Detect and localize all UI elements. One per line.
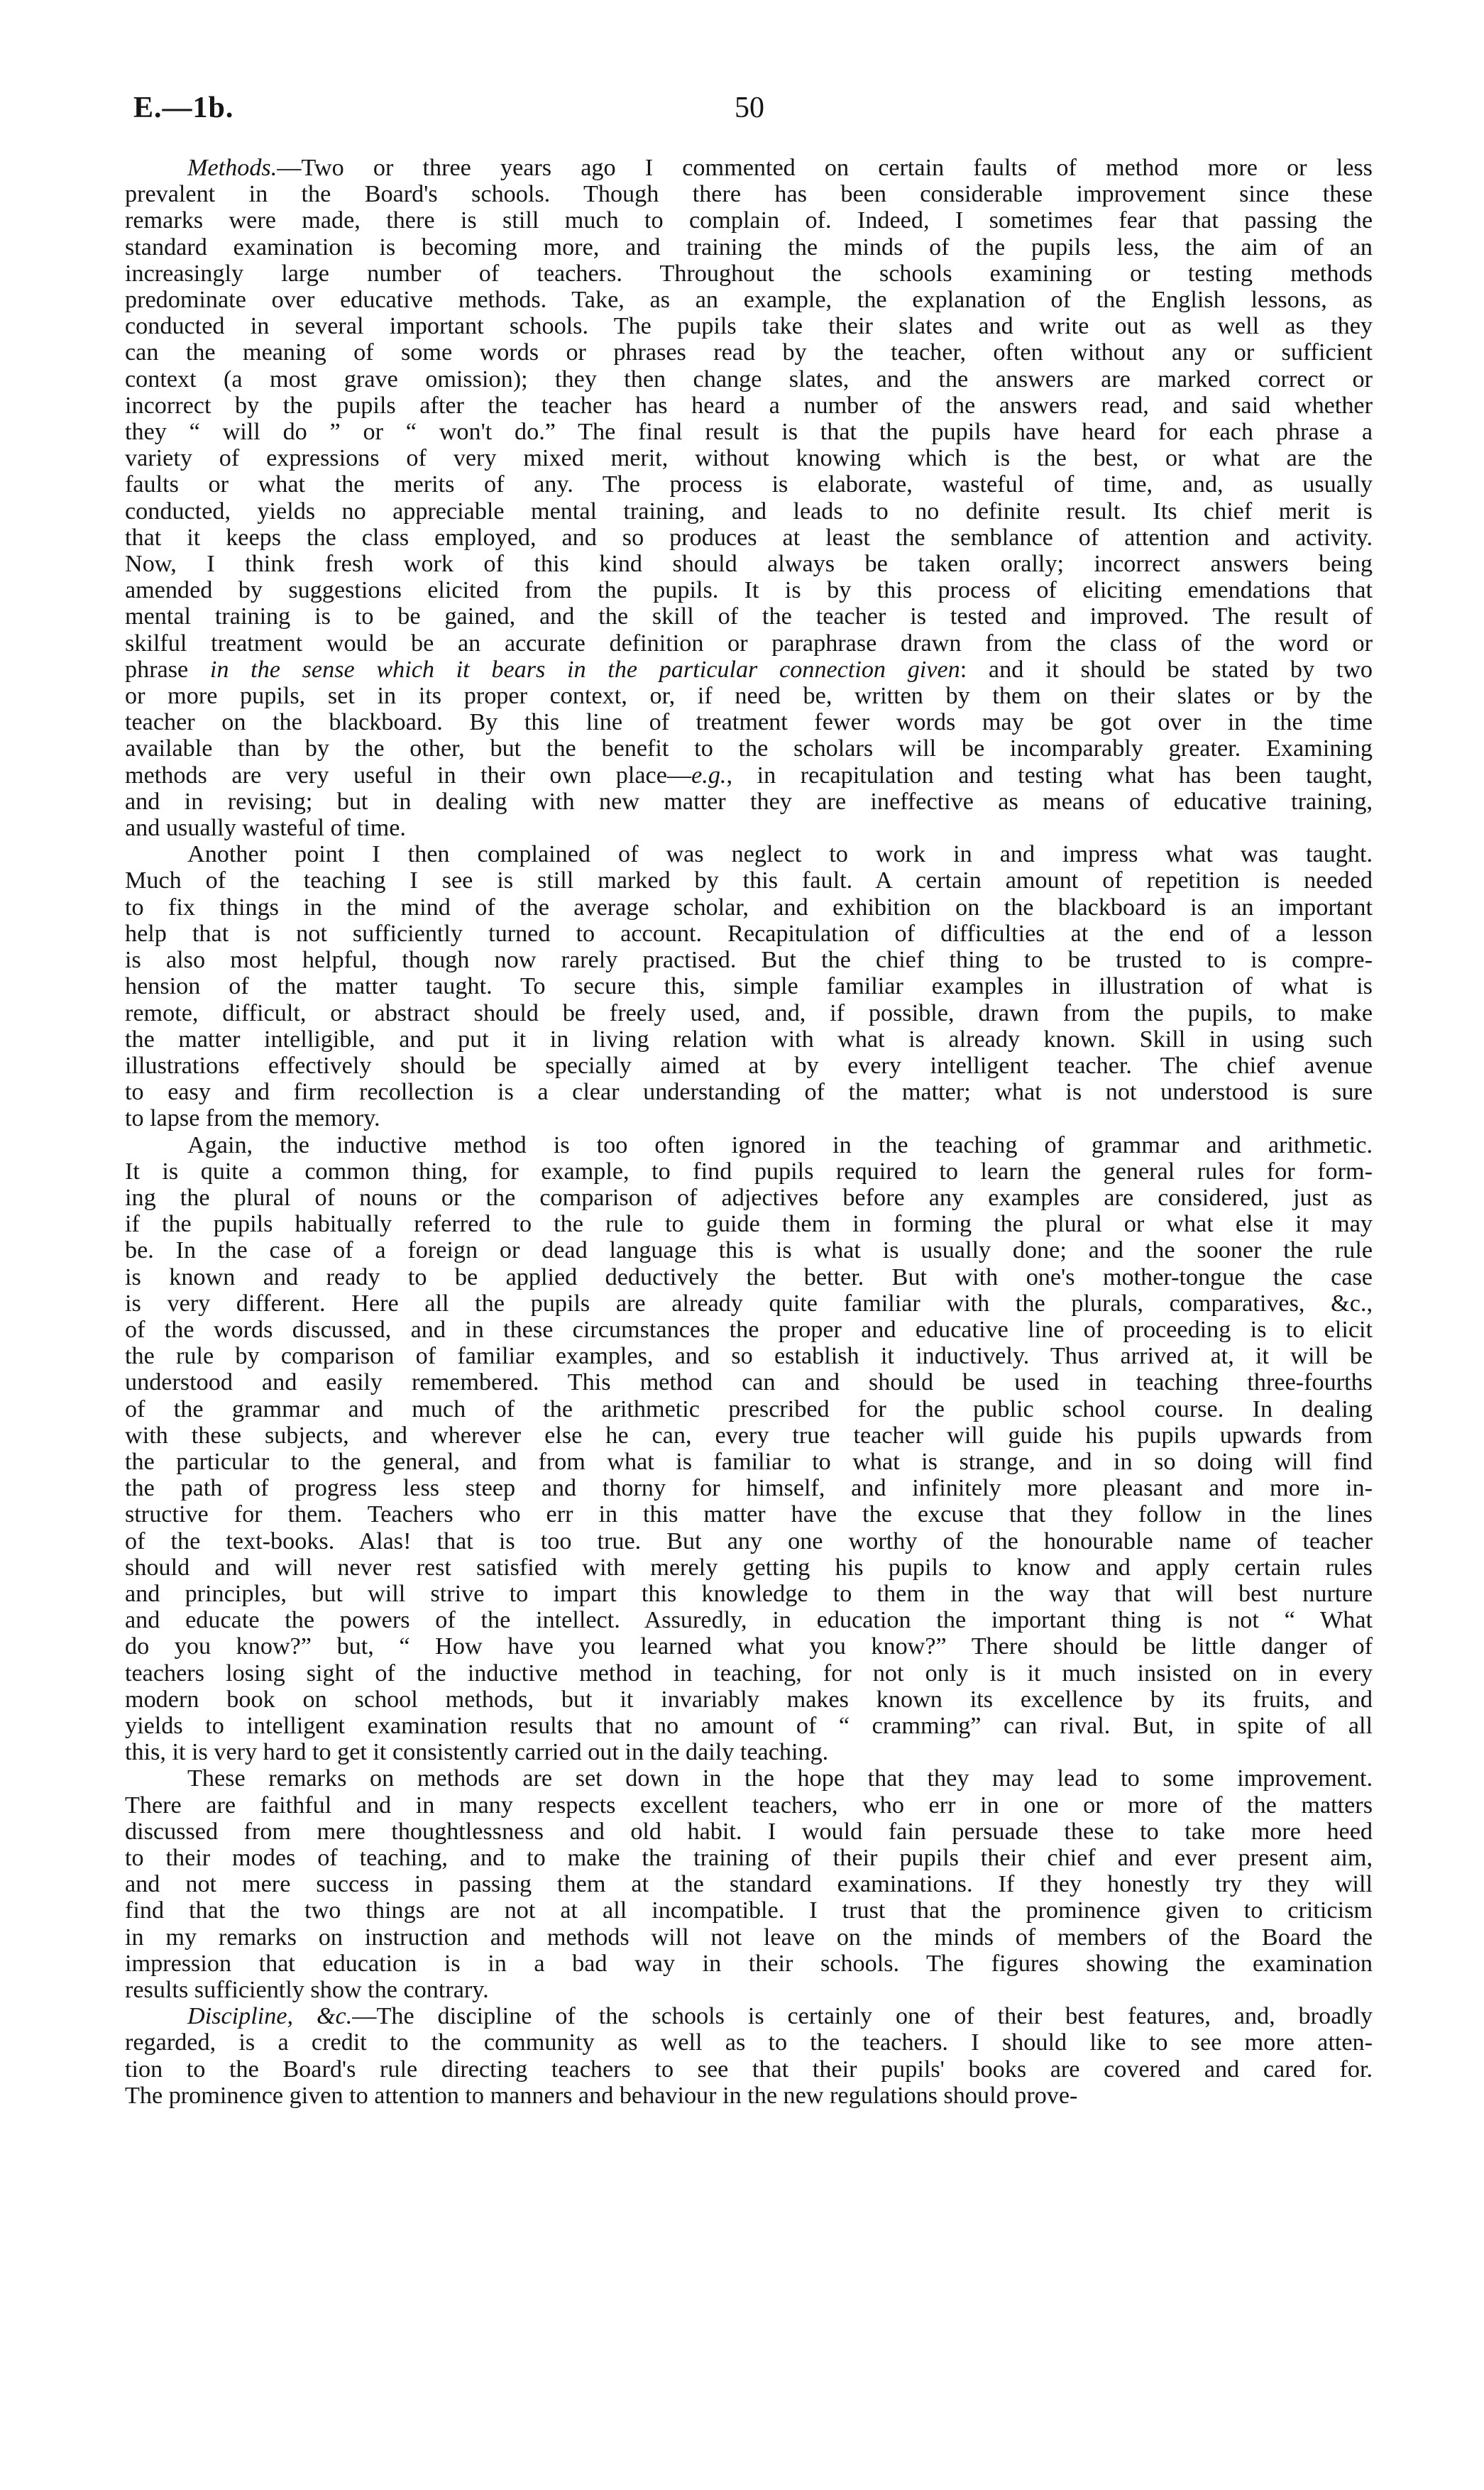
text-line <box>125 921 1373 947</box>
text-line <box>125 1633 1373 1660</box>
text-line <box>125 1924 1373 1951</box>
text-segment: results sufficiently show the contrary. <box>125 1977 489 2004</box>
text-segment: to fix things in the mind of the average scholar, and exhibition on the blackboard is an important <box>125 894 1373 921</box>
text-line <box>125 551 1373 577</box>
text-line <box>125 1475 1373 1501</box>
text-line <box>125 445 1373 471</box>
text-line <box>125 393 1373 419</box>
body-text <box>125 155 1373 2109</box>
text-segment: or more pupils, set in its proper context, or, if need be, written by them on their slates or by the <box>125 683 1373 710</box>
text-line <box>125 1026 1373 1053</box>
text-line <box>125 1765 1373 1792</box>
page-number: 50 <box>735 92 764 124</box>
text-segment: Another point I then complained of was neglect to work in and impress what was taught. <box>187 841 1373 868</box>
text-line <box>125 1660 1373 1686</box>
text-segment: modern book on school methods, but it invariably makes known its excellence by its fruits, and <box>125 1686 1373 1713</box>
text-segment: hension of the matter taught. To secure this, simple familiar examples in illustration of what is <box>125 973 1373 1000</box>
text-line <box>125 1290 1373 1317</box>
text-segment: amended by suggestions elicited from the pupils. It is by this process of eliciting emendations that <box>125 577 1373 604</box>
text-line <box>125 1581 1373 1607</box>
text-line <box>125 577 1373 603</box>
text-line <box>125 234 1373 260</box>
text-line <box>125 366 1373 393</box>
text-segment: conducted, yields no appreciable mental training, and leads to no definite result. Its chief merit is <box>125 498 1373 525</box>
text-segment: —The discipline of the schools is certainly one of their best features, and, broadly <box>352 2003 1373 2030</box>
text-line <box>125 1951 1373 1977</box>
text-segment: predominate over educative methods. Take, as an example, the explanation of the English lessons, as <box>125 287 1373 314</box>
text-segment: ing the plural of nouns or the comparison of adjectives before any examples are considered, just as <box>125 1184 1373 1211</box>
text-line <box>125 1132 1373 1158</box>
text-line <box>125 1449 1373 1475</box>
text-segment: There are faithful and in many respects excellent teachers, who err in one or more of the matters <box>125 1792 1373 1819</box>
text-segment: remote, difficult, or abstract should be freely used, and, if possible, drawn from the pupils, to make <box>125 999 1373 1026</box>
text-segment: These remarks on methods are set down in the hope that they may lead to some improvement. <box>187 1765 1373 1792</box>
text-line <box>125 630 1373 657</box>
text-segment: teacher on the blackboard. By this line of treatment fewer words may be got over in the time <box>125 709 1373 736</box>
text-line <box>125 339 1373 366</box>
text-segment: incorrect by the pupils after the teacher has heard a number of the answers read, and said whether <box>125 392 1373 419</box>
text-line <box>125 1369 1373 1395</box>
text-segment: discussed from mere thoughtlessness and old habit. I would fain persuade these to take more heed <box>125 1818 1373 1845</box>
text-line <box>125 815 1373 841</box>
italic-text: in the sense which it bears in the particular connection given <box>209 656 960 683</box>
text-segment: and in revising; but in dealing with new matter they are ineffective as means of educative training, <box>125 788 1373 815</box>
text-line <box>125 1528 1373 1554</box>
text-line <box>125 260 1373 287</box>
text-segment: they “ will do ” or “ won't do.” The final result is that the pupils have heard for each phrase a <box>125 419 1373 446</box>
text-line <box>125 1211 1373 1237</box>
text-line <box>125 2083 1373 2109</box>
text-line <box>125 1819 1373 1845</box>
text-segment: Much of the teaching I see is still marked by this fault. A certain amount of repetition is needed <box>125 867 1373 894</box>
text-segment: and usually wasteful of time. <box>125 815 406 842</box>
text-segment: illustrations effectively should be specially aimed at by every intelligent teacher. The chief avenue <box>125 1052 1373 1079</box>
text-segment: mental training is to be gained, and the skill of the teacher is tested and improved. The result of <box>125 603 1373 630</box>
text-line <box>125 841 1373 867</box>
text-segment: to easy and firm recollection is a clear understanding of the matter; what is not understood is sure <box>125 1079 1373 1106</box>
text-segment: the rule by comparison of familiar examples, and so establish it inductively. Thus arrived at, it will be <box>125 1343 1373 1370</box>
text-line <box>125 1317 1373 1343</box>
text-segment: do you know?” but, “ How have you learned what you know?” There should be little danger of <box>125 1633 1373 1660</box>
text-segment: of the words discussed, and in these circumstances the proper and educative line of proceeding is to elicit <box>125 1316 1373 1343</box>
text-segment: help that is not sufficiently turned to account. Recapitulation of difficulties at the end of a lesson <box>125 920 1373 947</box>
text-segment: the path of progress less steep and thorny for himself, and infinitely more pleasant and more in- <box>125 1475 1373 1502</box>
text-segment: of the grammar and much of the arithmetic prescribed for the public school course. In dealing <box>125 1395 1373 1422</box>
italic-text: e.g. <box>691 762 727 789</box>
text-line <box>125 894 1373 921</box>
text-segment: conducted in several important schools. The pupils take their slates and write out as well as they <box>125 313 1373 340</box>
text-segment: methods are very useful in their own place— <box>125 762 692 789</box>
text-line <box>125 1237 1373 1263</box>
text-segment: tion to the Board's rule directing teachers to see that their pupils' books are covered and cared for. <box>125 2056 1373 2083</box>
text-segment: can the meaning of some words or phrases read by the teacher, often without any or sufficient <box>125 339 1373 366</box>
text-line <box>125 973 1373 999</box>
text-line <box>125 1422 1373 1449</box>
text-segment: to their modes of teaching, and to make the training of their pupils their chief and ever present aim, <box>125 1845 1373 1871</box>
text-line <box>125 1053 1373 1079</box>
section-heading: Discipline, &c. <box>187 2003 353 2030</box>
text-segment: : and it should be stated by two <box>960 656 1373 683</box>
text-segment: should and will never rest satisfied with merely getting his pupils to know and apply certain rules <box>125 1554 1373 1581</box>
text-line <box>125 789 1373 815</box>
text-line <box>125 207 1373 234</box>
text-line <box>125 471 1373 498</box>
text-segment: skilful treatment would be an accurate definition or paraphrase drawn from the class of the word or <box>125 630 1373 657</box>
text-line <box>125 603 1373 630</box>
text-segment: Again, the inductive method is too often ignored in the teaching of grammar and arithmetic. <box>187 1131 1373 1158</box>
text-segment: It is quite a common thing, for example, to find pupils required to learn the general rules for form- <box>125 1158 1373 1185</box>
text-line <box>125 1607 1373 1633</box>
text-segment: of the text-books. Alas! that is too true. But any one worthy of the honourable name of teacher <box>125 1528 1373 1554</box>
text-segment: faults or what the merits of any. The process is elaborate, wasteful of time, and, as usually <box>125 471 1373 498</box>
text-segment: find that the two things are not at all incompatible. I trust that the prominence given to criticism <box>125 1897 1373 1924</box>
text-line <box>125 419 1373 445</box>
text-segment: the particular to the general, and from what is familiar to what is strange, and in so doing will find <box>125 1448 1373 1475</box>
text-line <box>125 657 1373 683</box>
text-line <box>125 1105 1373 1131</box>
text-line <box>125 867 1373 894</box>
text-segment: standard examination is becoming more, and training the minds of the pupils less, the aim of an <box>125 234 1373 260</box>
document-reference: E.—1b. <box>133 92 234 124</box>
text-segment: teachers losing sight of the inductive method in teaching, for not only is it much insisted on in every <box>125 1660 1373 1686</box>
text-line <box>125 1396 1373 1422</box>
paragraph <box>125 2003 1373 2109</box>
text-segment: phrase <box>125 656 210 683</box>
text-line <box>125 1845 1373 1871</box>
text-segment: context (a most grave omission); they then change slates, and the answers are marked correct or <box>125 366 1373 393</box>
text-line <box>125 1000 1373 1026</box>
text-line <box>125 762 1373 789</box>
text-line <box>125 683 1373 709</box>
text-segment: impression that education is in a bad way in their schools. The figures showing the examination <box>125 1950 1373 1977</box>
text-line <box>125 313 1373 339</box>
text-line <box>125 1977 1373 2003</box>
text-line <box>125 181 1373 207</box>
text-segment: prevalent in the Board's schools. Though there has been considerable improvement since these <box>125 181 1373 208</box>
text-line <box>125 525 1373 551</box>
text-line <box>125 1079 1373 1105</box>
text-segment: structive for them. Teachers who err in this matter have the excuse that they follow in the lines <box>125 1501 1373 1528</box>
text-line <box>125 1739 1373 1765</box>
text-segment: the matter intelligible, and put it in living relation with what is already known. Skill in using such <box>125 1026 1373 1053</box>
text-line <box>125 947 1373 973</box>
text-line <box>125 709 1373 735</box>
text-segment: and not mere success in passing them at the standard examinations. If they honestly try they will <box>125 1871 1373 1898</box>
text-line <box>125 1686 1373 1713</box>
text-segment: Now, I think fresh work of this kind should always be taken orally; incorrect answers being <box>125 551 1373 578</box>
text-segment: be. In the case of a foreign or dead language this is what is usually done; and the sooner the rule <box>125 1237 1373 1264</box>
text-line <box>125 1897 1373 1924</box>
text-segment: in my remarks on instruction and methods will not leave on the minds of members of the Board the <box>125 1924 1373 1951</box>
text-segment: yields to intelligent examination results that no amount of “ cramming” can rival. But, in spite of all <box>125 1712 1373 1739</box>
text-line <box>125 1792 1373 1819</box>
text-segment: remarks were made, there is still much to complain of. Indeed, I sometimes fear that passing the <box>125 207 1373 234</box>
text-segment: that it keeps the class employed, and so produces at least the semblance of attention and activity. <box>125 524 1373 551</box>
text-line <box>125 1343 1373 1369</box>
paragraph <box>125 1132 1373 1766</box>
paragraph <box>125 155 1373 841</box>
text-segment: is also most helpful, though now rarely practised. But the chief thing to be trusted to is compre- <box>125 947 1373 974</box>
text-segment: with these subjects, and wherever else he can, every true teacher will guide his pupils upwards from <box>125 1422 1373 1449</box>
text-line <box>125 1713 1373 1739</box>
text-segment: is very different. Here all the pupils are already quite familiar with the plurals, comparatives, &c., <box>125 1290 1373 1317</box>
text-segment: —Two or three years ago I commented on certain faults of method more or less <box>277 155 1373 181</box>
text-line <box>125 735 1373 762</box>
paragraph <box>125 1765 1373 2003</box>
text-line <box>125 1264 1373 1290</box>
text-segment: increasingly large number of teachers. Throughout the schools examining or testing methods <box>125 260 1373 287</box>
text-line <box>125 155 1373 181</box>
text-line <box>125 1501 1373 1528</box>
text-segment: available than by the other, but the benefit to the scholars will be incomparably greater. Examining <box>125 735 1373 762</box>
text-segment: The prominence given to attention to manners and behaviour in the new regulations should prove- <box>125 2082 1078 2109</box>
text-segment: regarded, is a credit to the community as well as to the teachers. I should like to see more atten- <box>125 2029 1373 2056</box>
text-line <box>125 2029 1373 2056</box>
text-segment: to lapse from the memory. <box>125 1105 380 1132</box>
text-line <box>125 2003 1373 2029</box>
section-heading: Methods. <box>187 155 277 181</box>
text-line <box>125 287 1373 313</box>
text-segment: is known and ready to be applied deductively the better. But with one's mother-tongue the case <box>125 1263 1373 1290</box>
text-line <box>125 1554 1373 1581</box>
text-line <box>125 1185 1373 1211</box>
text-segment: variety of expressions of very mixed merit, without knowing which is the best, or what are the <box>125 445 1373 472</box>
text-line <box>125 2056 1373 2083</box>
text-line <box>125 1158 1373 1185</box>
text-line <box>125 498 1373 525</box>
text-line <box>125 1871 1373 1897</box>
text-segment: , in recapitulation and testing what has been taught, <box>726 762 1373 789</box>
text-segment: this, it is very hard to get it consistently carried out in the daily teaching. <box>125 1739 829 1766</box>
text-segment: understood and easily remembered. This method can and should be used in teaching three-fourths <box>125 1369 1373 1396</box>
text-segment: if the pupils habitually referred to the rule to guide them in forming the plural or what else it may <box>125 1211 1373 1238</box>
text-segment: and principles, but will strive to impart this knowledge to them in the way that will best nurture <box>125 1580 1373 1607</box>
text-segment: and educate the powers of the intellect. Assuredly, in education the important thing is not “ What <box>125 1607 1373 1634</box>
paragraph <box>125 841 1373 1131</box>
